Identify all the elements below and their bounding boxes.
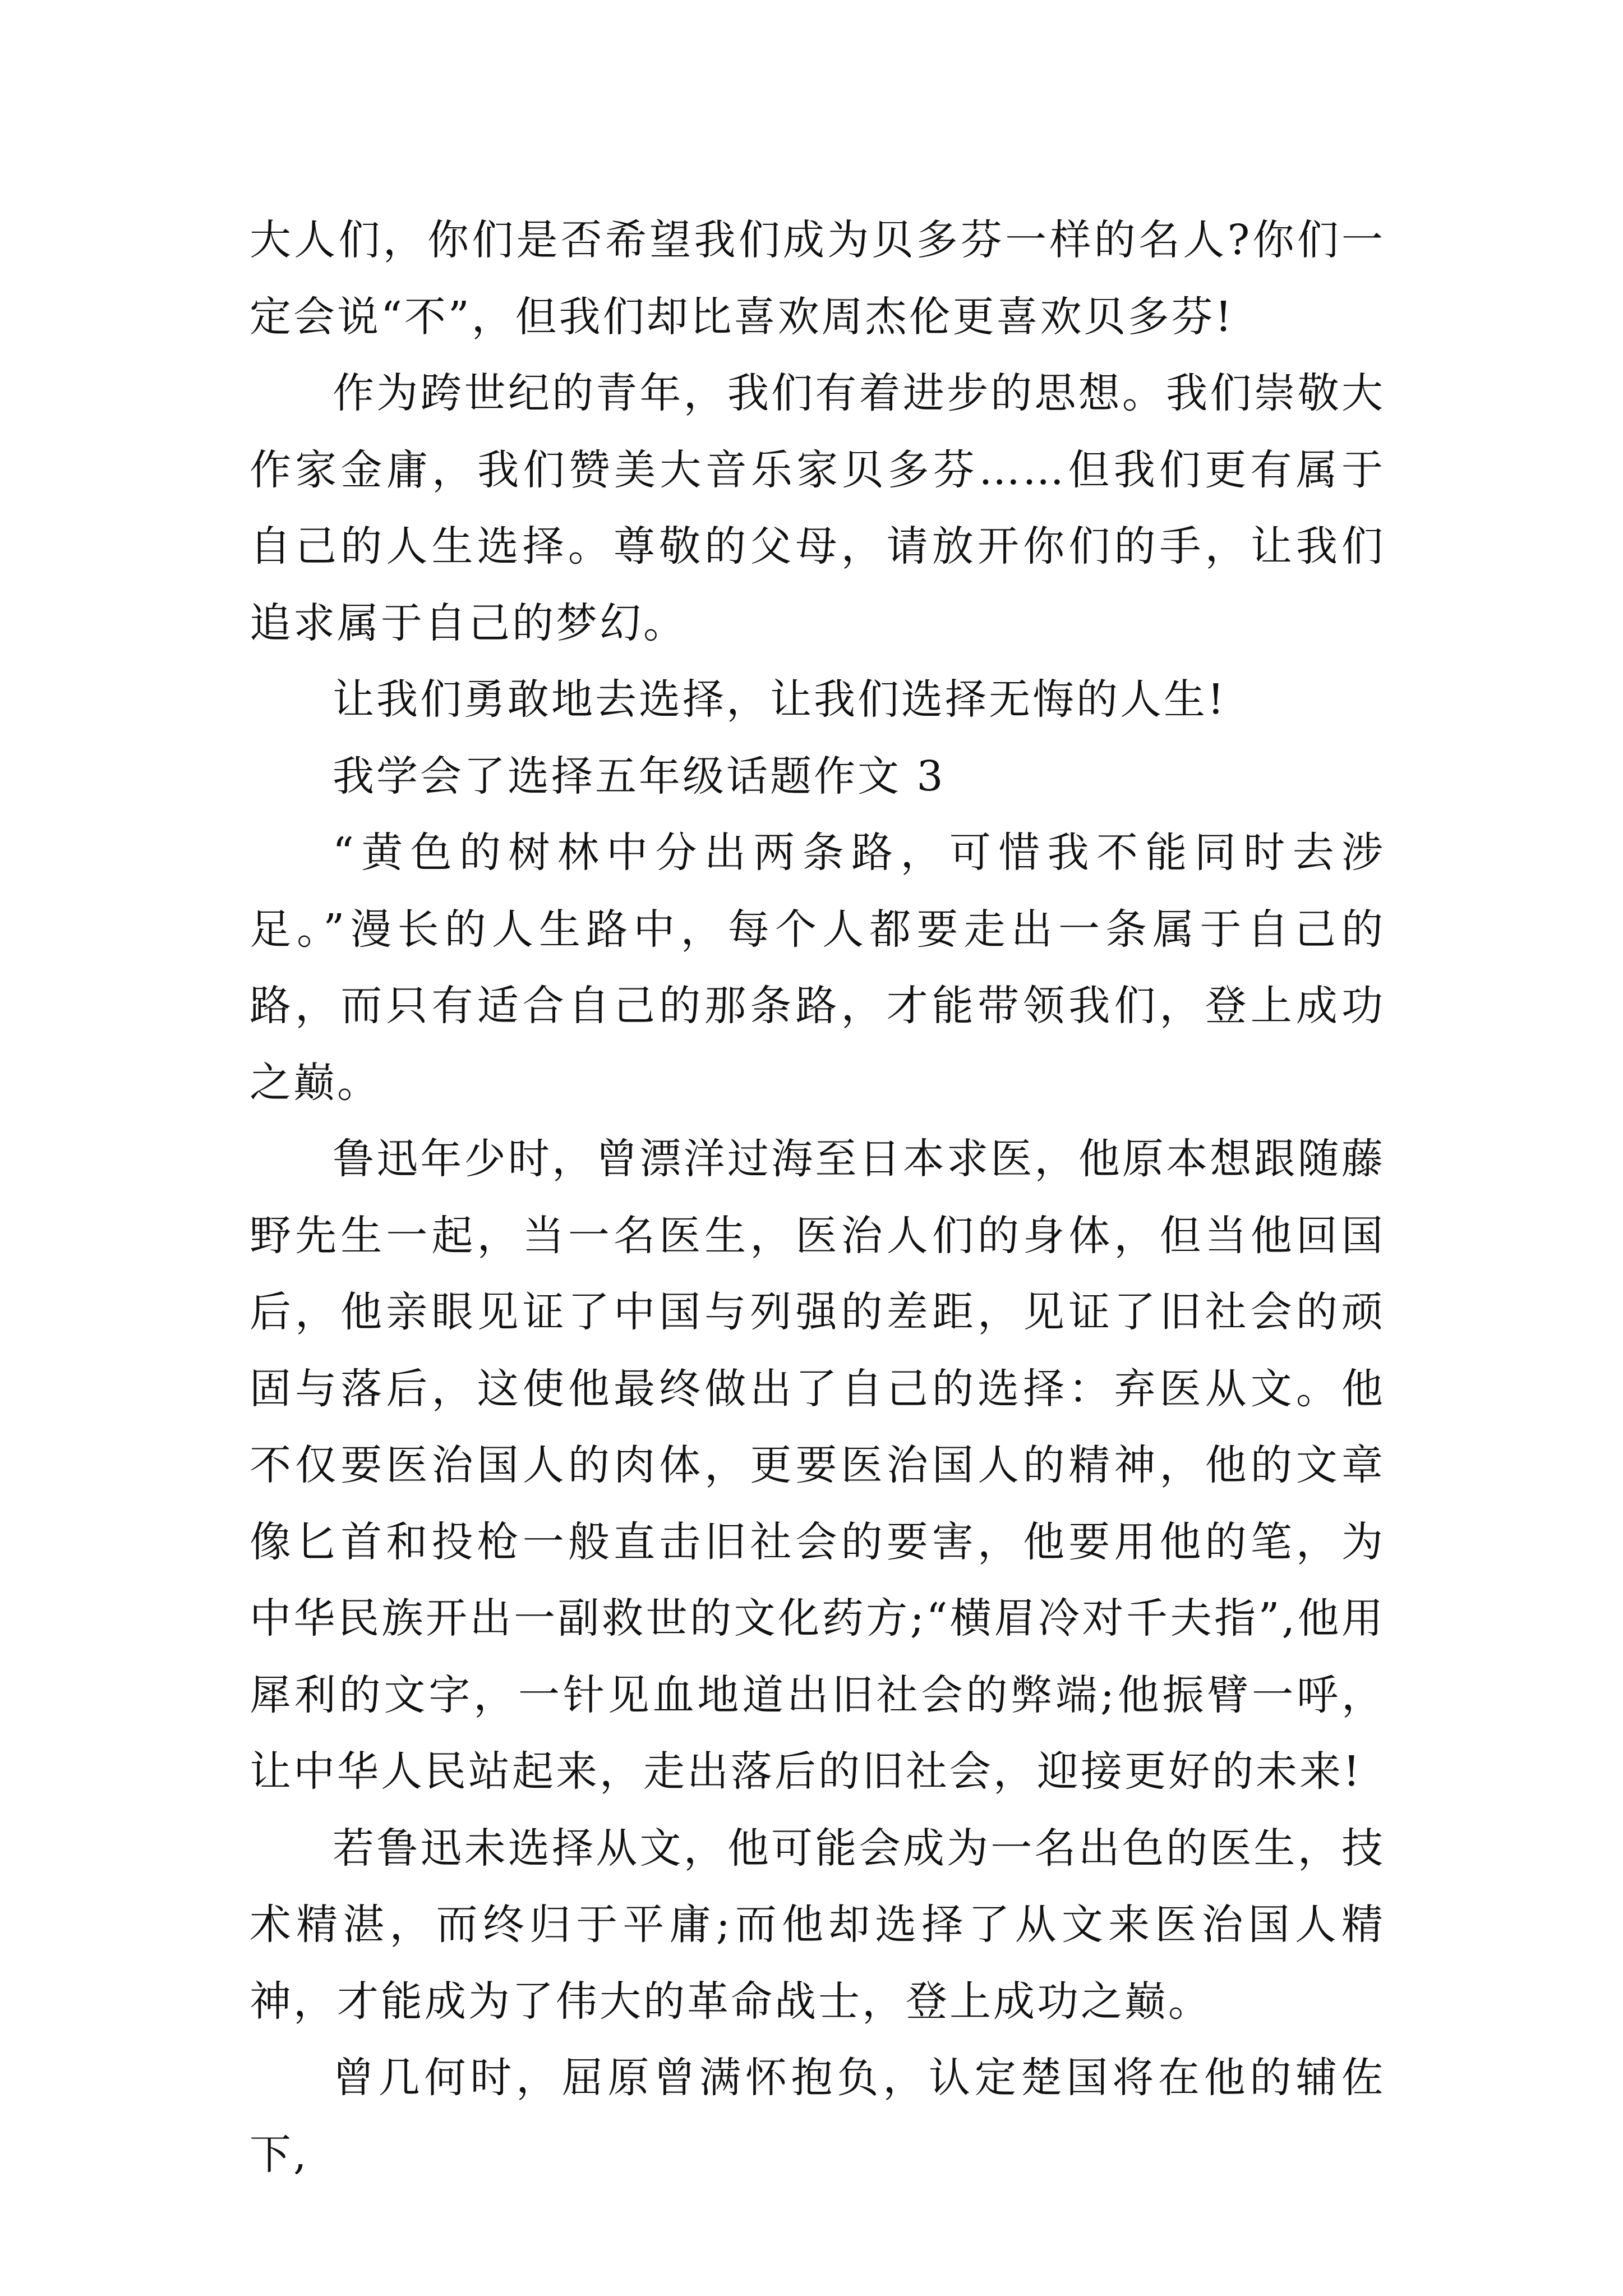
document-body — [250, 202, 1385, 2193]
paragraph-2: 作为跨世纪的青年，我们有着进步的思想。我们崇敬大作家金庸，我们赞美大音乐家贝多芬……但我们更有属于自己的人生选择。尊敬的父母，请放开你们的手，让我们追求属于自己的梦幻。 — [250, 369, 1385, 647]
paragraph-6: 若鲁迅未选择从文，他可能会成为一名出色的医生，技术精湛，而终归于平庸;而他却选择了从文来医治国人精神，才能成为了伟大的革命战士，登上成功之巅。 — [250, 1824, 1385, 2026]
paragraph-5: 鲁迅年少时，曾漂洋过海至日本求医，他原本想跟随藤野先生一起，当一名医生，医治人们的身体，但当他回国后，他亲眼见证了中国与列强的差距，见证了旧社会的顽固与落后，这使他最终做出了自己的选择：弃医从文。他不仅要医治国人的肉体，更要医治国人的精神，他的文章像匕首和投枪一般直击旧社会的要害，他要用他的笔，为中华民族开出一副救世的文化药方;“横眉冷对千夫指”,他用犀利的文字，一针见血地道出旧社会的弊端;他振臂一呼，让中华人民站起来，走出落后的旧社会，迎接更好的未来! — [250, 1135, 1385, 1796]
paragraph-1: 大人们，你们是否希望我们成为贝多芬一样的名人?你们一定会说“不”，但我们却比喜欢周杰伦更喜欢贝多芬! — [250, 216, 1385, 341]
section-heading: 我学会了选择五年级话题作文 3 — [333, 752, 946, 800]
paragraph-7: 曾几何时，屈原曾满怀抱负，认定楚国将在他的辅佐下, — [250, 2054, 1385, 2179]
paragraph-4: “黄色的树林中分出两条路，可惜我不能同时去涉足。”漫长的人生路中，每个人都要走出一条属于自己的路，而只有适合自己的那条路，才能带领我们，登上成功之巅。 — [250, 829, 1385, 1107]
paragraph-3: 让我们勇敢地去选择，让我们选择无悔的人生! — [333, 675, 1227, 724]
